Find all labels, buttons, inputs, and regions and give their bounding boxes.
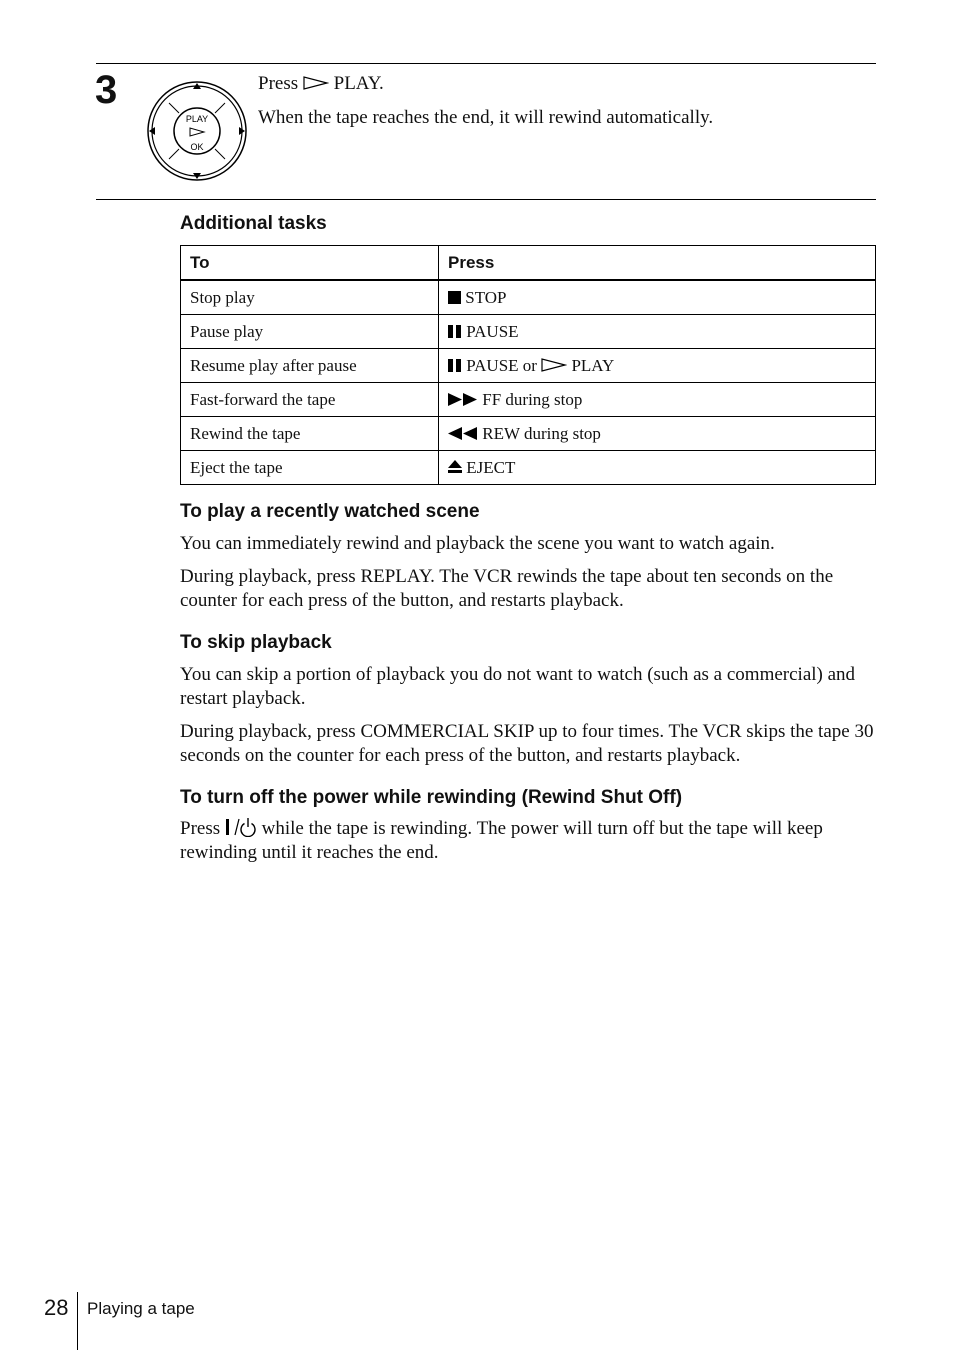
- task-cell: Eject the tape: [181, 451, 439, 485]
- press-text: Press: [180, 818, 221, 839]
- table-row: [181, 383, 876, 417]
- footer-section-title: Playing a tape: [87, 1299, 195, 1318]
- power-icon: [225, 817, 257, 837]
- dial-play-label: PLAY: [185, 114, 209, 124]
- replay-paragraph-2: During playback, press REPLAY. The VCR rewinds the tape about ten seconds on the counter for each press of the button, and restarts playback.: [180, 566, 834, 611]
- task-cell: Pause play: [181, 315, 439, 349]
- replay-paragraph-1: You can immediately rewind and playback the scene you want to watch again.: [180, 533, 775, 554]
- step-line-1: [258, 72, 384, 96]
- press-label: EJECT: [466, 457, 516, 477]
- press-label: STOP: [465, 287, 507, 307]
- press-label: REW during stop: [482, 423, 601, 443]
- press-cell: [439, 417, 876, 451]
- additional-tasks-heading: Additional tasks: [180, 213, 327, 234]
- shutoff-text: while the tape is rewinding. The power will turn off but the tape will keep rewinding until it reaches the end.: [180, 818, 823, 863]
- play-icon: [303, 76, 329, 90]
- table-row: [181, 451, 876, 485]
- play-button-text: PLAY.: [333, 73, 384, 94]
- task-cell: Stop play: [181, 280, 439, 315]
- fast-forward-icon: [448, 393, 478, 406]
- column-header-to: To: [181, 246, 439, 281]
- column-header-press: Press: [439, 246, 876, 281]
- page-number: 28: [44, 1295, 69, 1320]
- step-number: 3: [95, 68, 118, 112]
- table-row: [181, 315, 876, 349]
- play-icon: [541, 358, 567, 372]
- press-cell: [439, 451, 876, 485]
- press-label: FF during stop: [482, 389, 583, 409]
- rewind-icon: [448, 427, 478, 440]
- replay-section-heading: To play a recently watched scene: [180, 501, 480, 522]
- press-cell: [439, 383, 876, 417]
- shutoff-section-heading: To turn off the power while rewinding (Rewind Shut Off): [180, 787, 683, 808]
- press-label: PAUSE: [466, 321, 519, 341]
- table-row: [181, 280, 876, 315]
- press-cell: [439, 315, 876, 349]
- press-cell: [439, 349, 876, 383]
- pause-icon: [448, 359, 462, 372]
- footer-divider: [77, 1292, 78, 1350]
- step-bottom-rule: [96, 199, 876, 200]
- pause-icon: [448, 325, 462, 338]
- press-label: PLAY: [571, 355, 615, 375]
- skip-paragraph-1: You can skip a portion of playback you do not want to watch (such as a commercial) and restart playback.: [180, 664, 856, 709]
- shutoff-paragraph: [180, 817, 880, 865]
- stop-icon: [448, 291, 461, 304]
- step-line-2: When the tape reaches the end, it will rewind automatically.: [258, 107, 714, 128]
- task-cell: Rewind the tape: [181, 417, 439, 451]
- skip-section-heading: To skip playback: [180, 632, 332, 653]
- dial-ok-label: OK: [190, 142, 204, 152]
- play-ok-dial-icon: [146, 80, 248, 182]
- table-row: [181, 349, 876, 383]
- table-header-row: [181, 246, 876, 281]
- press-label: PAUSE or: [466, 355, 537, 375]
- task-cell: Fast-forward the tape: [181, 383, 439, 417]
- table-row: [181, 417, 876, 451]
- task-cell: Resume play after pause: [181, 349, 439, 383]
- press-cell: [439, 280, 876, 315]
- eject-icon: [448, 460, 462, 474]
- top-rule: [96, 63, 876, 64]
- press-text: Press: [258, 73, 299, 94]
- additional-tasks-table: [180, 245, 876, 485]
- skip-paragraph-2: During playback, press COMMERCIAL SKIP up to four times. The VCR skips the tape 30 seconds on the counter for each press of the button, and restarts playback.: [180, 721, 874, 766]
